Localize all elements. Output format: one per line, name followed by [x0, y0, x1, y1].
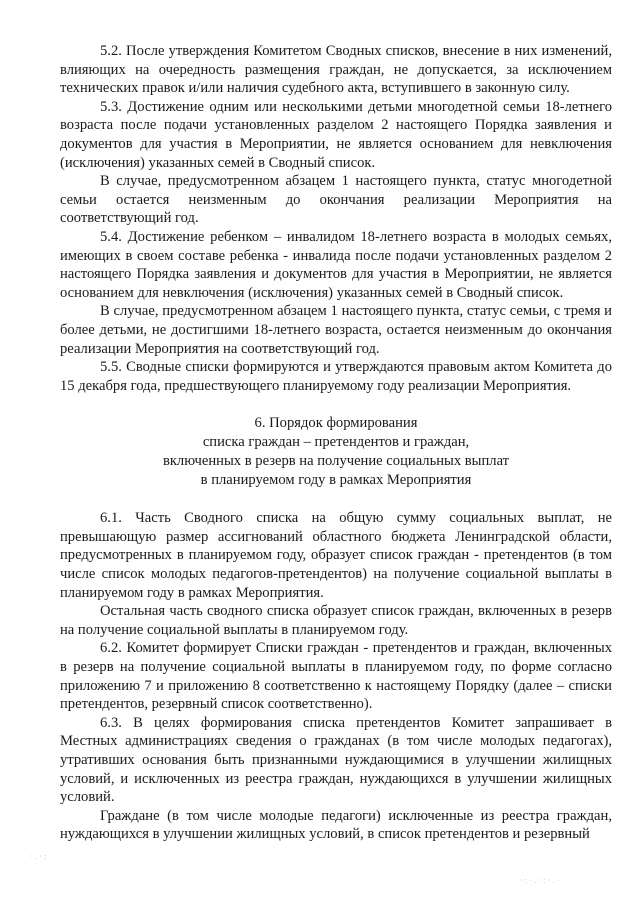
paragraph-6-1: 6.1. Часть Сводного списка на общую сумму социальных выплат, не превышающую размер ассигнований областного бюджета Ленинградской области, предусмотренных в планируемом году, образует список граждан - претендентов (в том числе список молодых педагогов-претендентов) на получение социальной выплаты в планируемом году в рамках Мероприятия. [60, 510, 612, 601]
scan-artifact-right: ·:·.·:·.· [520, 876, 562, 885]
section-heading-line: включенных в резерв на получение социальных выплат [162, 453, 510, 470]
paragraph-6-2: 6.2. Комитет формирует Списки граждан - претендентов и граждан, включенных в резерв на получение социальной выплаты в планируемом году, по форме согласно приложению 7 и приложению 8 соответственно к настоящему Порядку (далее – списки претендентов, резервный список соответственно). [60, 640, 612, 713]
paragraph-5-4-case: В случае, предусмотренном абзацем 1 настоящего пункта, статус семьи, с тремя и более детьми, не достигшими 18-летнего возраста, остается неизменным до окончания реализации Мероприятия на соответствующий год. [60, 303, 612, 357]
section-heading-line: в планируемом году в рамках Мероприятия [200, 472, 472, 489]
section-heading-line: 6. Порядок формирования [254, 415, 418, 432]
section-6-heading [60, 414, 612, 490]
scan-artifact-left: ·.·:· [30, 852, 53, 861]
paragraph-5-3: 5.3. Достижение одним или несколькими детьми многодетной семьи 18-летнего возраста после подачи установленных разделом 2 настоящего Порядка заявления и документов для участия в Мероприятии, не является основанием для невключения (исключения) указанных семей в Сводный список. [60, 98, 612, 171]
document-page [60, 42, 612, 844]
paragraph-5-5: 5.5. Сводные списки формируются и утверждаются правовым актом Комитета до 15 декабря года, предшествующего планируемому году реализации Мероприятия. [60, 359, 612, 394]
paragraph-5-4: 5.4. Достижение ребенком – инвалидом 18-летнего возраста в молодых семьях, имеющих в своем составе ребенка - инвалида после подачи установленных разделом 2 настоящего Порядка заявления и документов для участия в Мероприятии, не является основанием для невключения (исключения) указанных семей в Сводный список. [60, 228, 612, 301]
paragraph-6-1-rest: Остальная часть сводного списка образует список граждан, включенных в резерв на получение социальной выплаты в планируемом году. [60, 603, 612, 638]
paragraph-5-2: 5.2. После утверждения Комитетом Сводных списков, внесение в них изменений, влияющих на очередность размещения граждан, не допускается, за исключением технических правок и/или наличия судебного акта, вступившего в законную силу. [60, 43, 612, 97]
paragraph-5-3-case: В случае, предусмотренном абзацем 1 настоящего пункта, статус многодетной семьи остается неизменным до окончания реализации Мероприятия на соответствующий год. [60, 173, 612, 227]
section-heading-line: списка граждан – претендентов и граждан, [202, 434, 470, 451]
paragraph-6-3-citizens: Граждане (в том числе молодые педагоги) исключенные из реестра граждан, нуждающихся в улучшении жилищных условий, в список претендентов и резервный [60, 807, 612, 843]
paragraph-6-3: 6.3. В целях формирования списка претендентов Комитет запрашивает в Местных администрациях сведения о гражданах (в том числе молодых педагогах), утративших основания быть признанными нуждающимися в улучшении жилищных условий, и исключенных из реестра граждан, нуждающихся в улучшении жилищных условий. [60, 714, 612, 806]
